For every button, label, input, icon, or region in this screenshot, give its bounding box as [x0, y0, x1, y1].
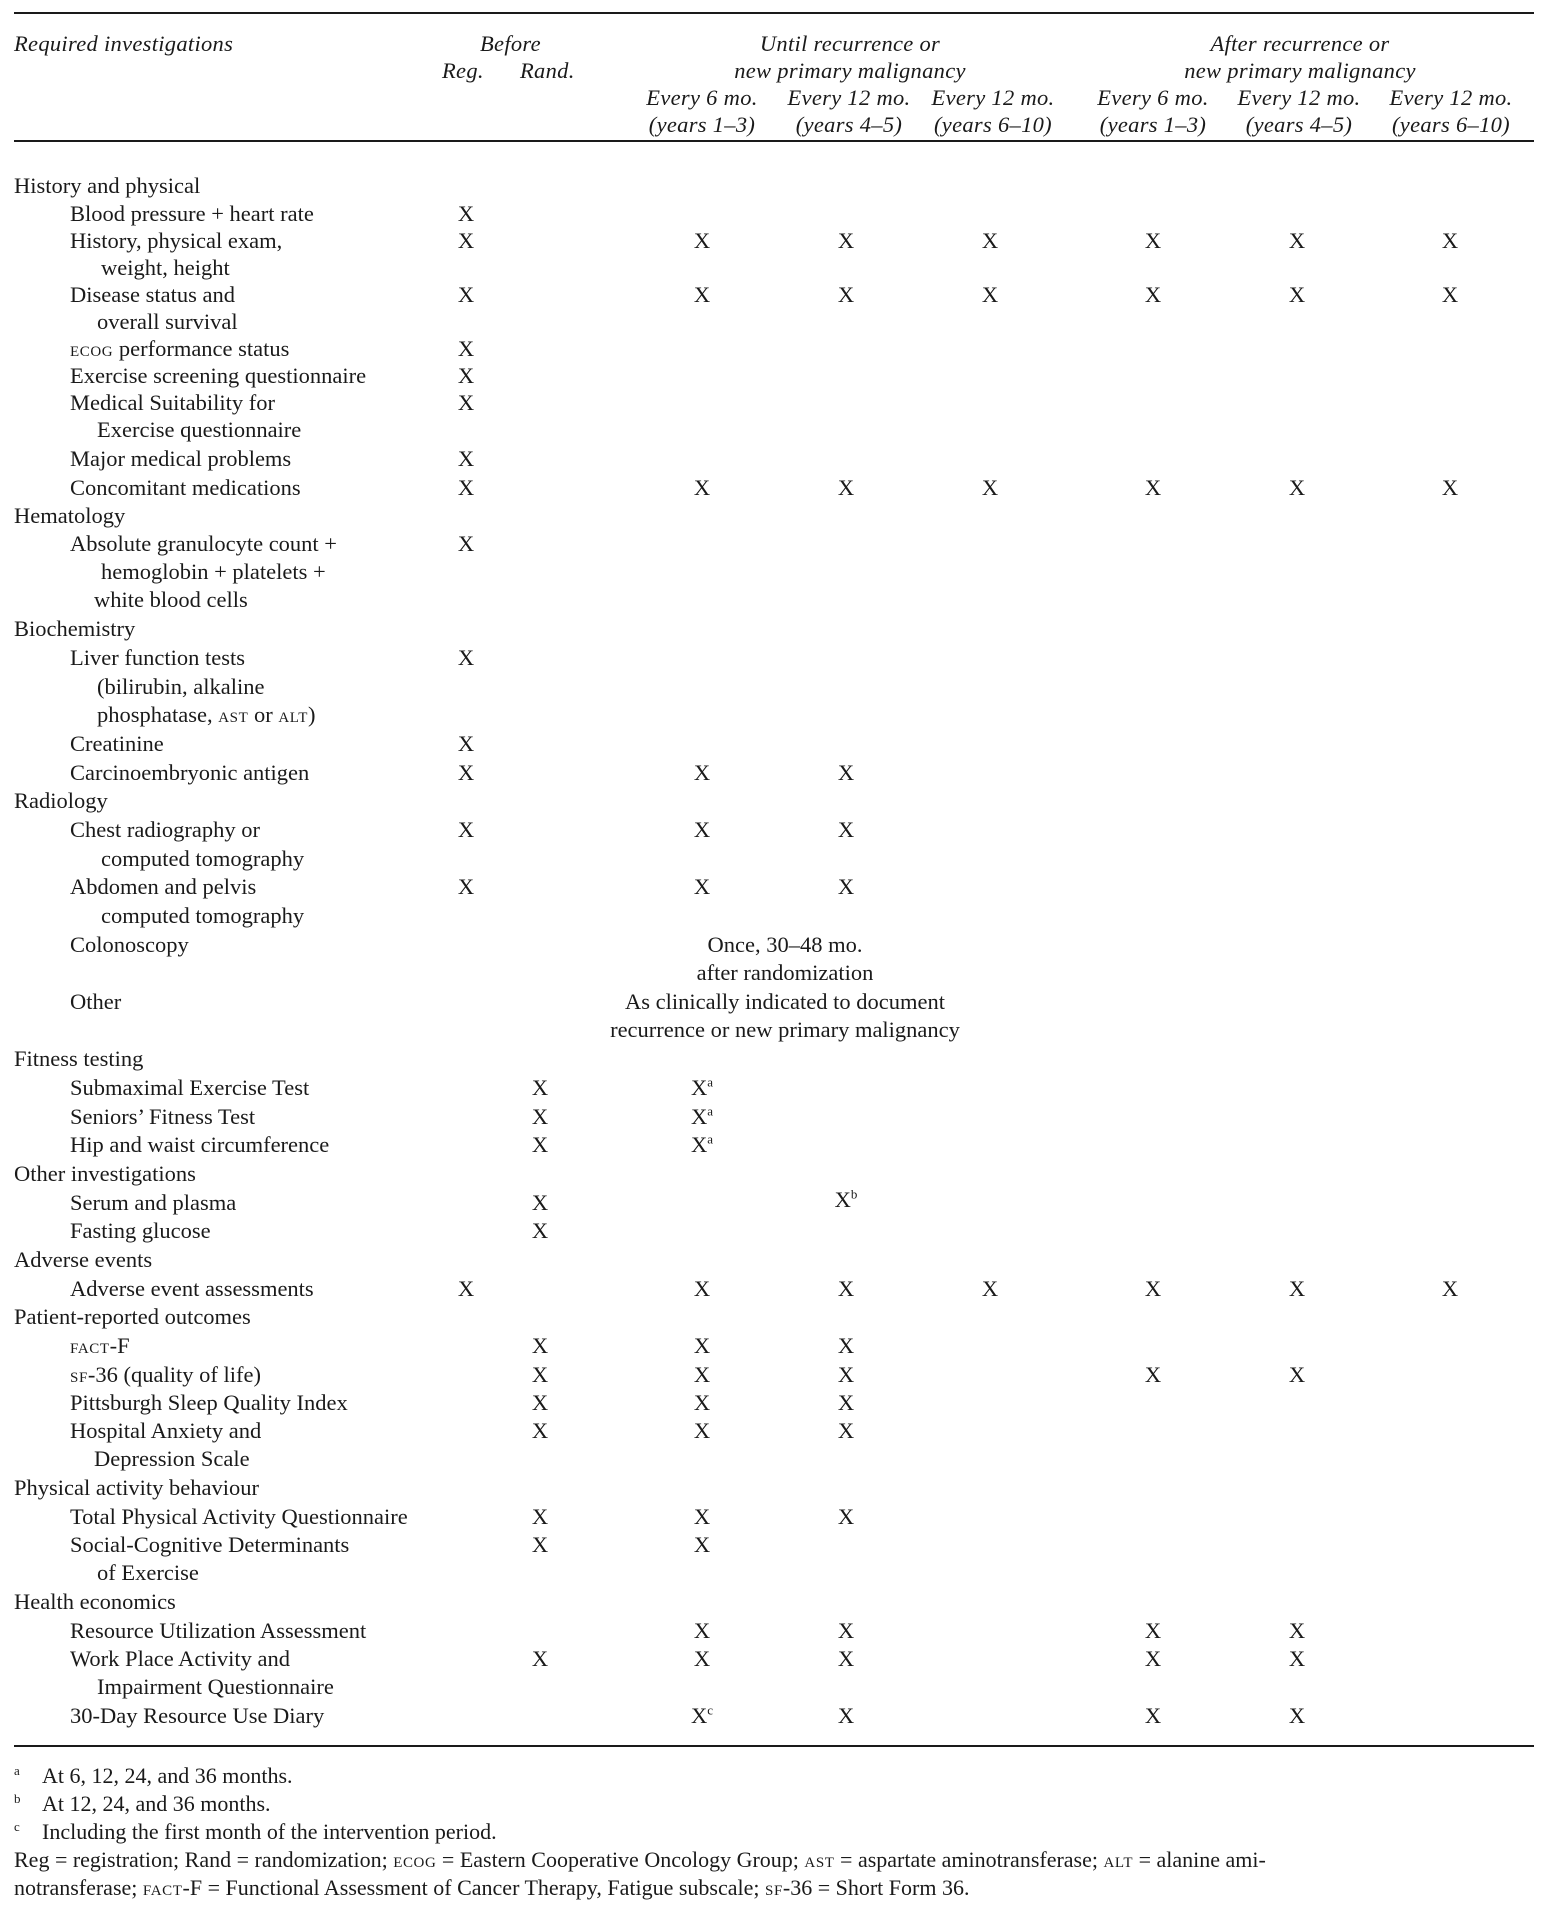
mark-concomitant-a3: X	[1441, 475, 1459, 500]
abbr-text: = aspartate aminotransferase;	[834, 1847, 1104, 1872]
mark-abd-u1: X	[693, 874, 711, 899]
mark-fact-u1: X	[693, 1333, 711, 1358]
mark-serum-u2	[816, 1186, 876, 1214]
row-other-label: Other	[70, 989, 122, 1014]
footnote-a-ref: a	[707, 1103, 714, 1119]
header-bottom-rule	[14, 140, 1534, 142]
row-chest-label-1: Chest radiography or	[70, 817, 260, 842]
section-hematology: Hematology	[14, 503, 126, 528]
mark-x: X	[690, 1075, 708, 1100]
footnote-a-ref: a	[707, 1131, 714, 1147]
mark-hpe-a2: X	[1288, 228, 1306, 253]
mark-concomitant-a2: X	[1288, 475, 1306, 500]
mark-sf36-u2: X	[837, 1362, 855, 1387]
mark-hip-u1	[672, 1131, 732, 1159]
lft-3b: or	[248, 702, 279, 727]
colonoscopy-note-2: after randomization	[696, 960, 874, 985]
row-medsuit-label-2: Exercise questionnaire	[97, 417, 302, 442]
footnote-a: a At 6, 12, 24, and 36 months.	[14, 1762, 293, 1788]
header-sub-1-freq: Every 6 mo.	[646, 85, 758, 110]
header-sub-3-years: (years 6–10)	[934, 112, 1052, 137]
mark-x: X	[690, 1104, 708, 1129]
row-sf36-label	[70, 1361, 261, 1392]
abbr-sf: SF	[765, 1883, 783, 1899]
header-sub-4-years: (years 1–3)	[1099, 112, 1207, 137]
row-diary-label: 30-Day Resource Use Diary	[70, 1703, 325, 1728]
mark-wpai-u1: X	[693, 1646, 711, 1671]
row-submax-label: Submaximal Exercise Test	[70, 1075, 310, 1100]
mark-disease-reg: X	[457, 282, 475, 307]
footnote-c-ref: c	[707, 1702, 714, 1718]
row-agc-label-1: Absolute granulocyte count +	[70, 531, 338, 556]
mark-ae-u1: X	[693, 1276, 711, 1301]
row-medsuit-label-1: Medical Suitability for	[70, 390, 275, 415]
header-sub-4-freq: Every 6 mo.	[1097, 85, 1209, 110]
row-seniors-label: Seniors’ Fitness Test	[70, 1104, 256, 1129]
row-hpe-label-2: weight, height	[101, 255, 230, 280]
footnote-a-ref: a	[707, 1074, 714, 1090]
mark-creatinine-reg: X	[457, 731, 475, 756]
row-lft-label-3	[97, 701, 315, 732]
row-cea-label: Carcinoembryonic antigen	[70, 760, 310, 785]
mark-abd-reg: X	[457, 874, 475, 899]
other-note-2: recurrence or new primary malignancy	[610, 1017, 960, 1042]
mark-seniors-u1	[672, 1103, 732, 1131]
mark-rua-u1: X	[693, 1618, 711, 1643]
header-sub-6-years: (years 6–10)	[1392, 112, 1510, 137]
abbr-text: = Eastern Cooperative Oncology Group;	[436, 1847, 805, 1872]
row-disease-label-1: Disease status and	[70, 282, 235, 307]
mark-submax-u1	[672, 1074, 732, 1102]
mark-diary-a1: X	[1144, 1703, 1162, 1728]
mark-lft-reg: X	[457, 645, 475, 670]
mark-scde-u1: X	[693, 1532, 711, 1557]
footnote-a-text: At 6, 12, 24, and 36 months.	[42, 1763, 293, 1788]
mark-sf36-rand: X	[531, 1362, 549, 1387]
mark-hip-rand: X	[531, 1132, 549, 1157]
mark-tpaq-rand: X	[531, 1504, 549, 1529]
header-sub-1-years: (years 1–3)	[648, 112, 756, 137]
row-colonoscopy-label: Colonoscopy	[70, 932, 189, 957]
mark-cea-u2: X	[837, 760, 855, 785]
abbr-text: -36 = Short Form 36.	[782, 1875, 970, 1900]
row-hip-label: Hip and waist circumference	[70, 1132, 330, 1157]
lft-3a: phosphatase,	[97, 702, 219, 727]
mark-disease-a2: X	[1288, 282, 1306, 307]
footnote-abbreviations-line1	[14, 1846, 1266, 1877]
row-rua-label: Resource Utilization Assessment	[70, 1618, 367, 1643]
section-radiology: Radiology	[14, 788, 108, 813]
colonoscopy-note-1: Once, 30–48 mo.	[707, 932, 863, 957]
row-hpe-label-1: History, physical exam,	[70, 228, 283, 253]
lft-alt-abbr: ALT	[278, 710, 308, 726]
footnote-b-text: At 12, 24, and 36 months.	[42, 1791, 271, 1816]
mark-hads-u2: X	[837, 1418, 855, 1443]
mark-ae-a2: X	[1288, 1276, 1306, 1301]
mark-bp-reg: X	[457, 201, 475, 226]
mark-disease-u3: X	[981, 282, 999, 307]
mark-rua-u2: X	[837, 1618, 855, 1643]
row-scde-label-1: Social-Cognitive Determinants	[70, 1532, 350, 1557]
mark-diary-a2: X	[1288, 1703, 1306, 1728]
mark-hpe-u2: X	[837, 228, 855, 253]
footnote-b: b At 12, 24, and 36 months.	[14, 1790, 271, 1816]
mark-scde-rand: X	[531, 1532, 549, 1557]
mark-x: X	[690, 1703, 708, 1728]
mark-ae-a3: X	[1441, 1276, 1459, 1301]
mark-ae-reg: X	[457, 1276, 475, 1301]
header-sub-5-freq: Every 12 mo.	[1237, 85, 1361, 110]
header-rand: Rand.	[520, 58, 575, 83]
mark-hads-u1: X	[693, 1418, 711, 1443]
abbr-text: Reg = registration; Rand = randomization;	[14, 1847, 394, 1872]
row-hads-label-2: Depression Scale	[94, 1446, 250, 1471]
mark-sf36-u1: X	[693, 1362, 711, 1387]
mark-x: X	[834, 1187, 851, 1212]
row-agc-label-3: white blood cells	[94, 587, 248, 612]
mark-exercise-screen-reg: X	[457, 363, 475, 388]
mark-abd-u2: X	[837, 874, 855, 899]
row-fact-label	[70, 1332, 130, 1363]
section-biochemistry: Biochemistry	[14, 616, 136, 641]
abbr-alt: ALT	[1103, 1855, 1134, 1871]
mark-concomitant-a1: X	[1144, 475, 1162, 500]
mark-medsuit-reg: X	[457, 390, 475, 415]
mark-wpai-a1: X	[1144, 1646, 1162, 1671]
table-top-rule	[14, 12, 1534, 14]
section-adverse-events: Adverse events	[14, 1247, 153, 1272]
mark-cea-reg: X	[457, 760, 475, 785]
row-tpaq-label: Total Physical Activity Questionnaire	[70, 1504, 408, 1529]
row-agc-label-2: hemoglobin + platelets +	[101, 559, 326, 584]
row-exercise-screen-label: Exercise screening questionnaire	[70, 363, 367, 388]
row-hads-label-1: Hospital Anxiety and	[70, 1418, 262, 1443]
mark-x: X	[690, 1132, 708, 1157]
row-serum-label: Serum and plasma	[70, 1190, 237, 1215]
mark-submax-rand: X	[531, 1075, 549, 1100]
mark-wpai-rand: X	[531, 1646, 549, 1671]
section-other-investigations: Other investigations	[14, 1161, 196, 1186]
abbr-text: = alanine ami-	[1133, 1847, 1266, 1872]
mark-major-med-reg: X	[457, 446, 475, 471]
mark-concomitant-u3: X	[981, 475, 999, 500]
header-before: Before	[480, 31, 541, 56]
row-ae-label: Adverse event assessments	[70, 1276, 314, 1301]
footnote-c: c Including the first month of the intervention period.	[14, 1818, 497, 1844]
mark-disease-a1: X	[1144, 282, 1162, 307]
ecog-rest: performance status	[113, 336, 290, 361]
row-creatinine-label: Creatinine	[70, 731, 164, 756]
mark-tpaq-u2: X	[837, 1504, 855, 1529]
header-reg: Reg.	[442, 58, 484, 83]
mark-ae-u2: X	[837, 1276, 855, 1301]
row-psqi-label: Pittsburgh Sleep Quality Index	[70, 1390, 348, 1415]
mark-seniors-rand: X	[531, 1104, 549, 1129]
abbr-fact: FACT	[142, 1883, 183, 1899]
mark-agc-reg: X	[457, 531, 475, 556]
mark-sf36-a2: X	[1288, 1362, 1306, 1387]
header-sub-3-freq: Every 12 mo.	[931, 85, 1055, 110]
section-health-economics: Health economics	[14, 1589, 176, 1614]
mark-disease-a3: X	[1441, 282, 1459, 307]
mark-serum-rand: X	[531, 1190, 549, 1215]
mark-diary-u1	[672, 1702, 732, 1730]
section-pro: Patient-reported outcomes	[14, 1304, 251, 1329]
header-after-line1: After recurrence or	[1210, 31, 1390, 56]
ecog-abbr: ECOG	[70, 344, 114, 360]
row-abd-label-2: computed tomography	[101, 903, 305, 928]
mark-hpe-reg: X	[457, 228, 475, 253]
mark-tpaq-u1: X	[693, 1504, 711, 1529]
header-sub-2-years: (years 4–5)	[795, 112, 903, 137]
mark-diary-u2: X	[837, 1703, 855, 1728]
sf-abbr: SF	[70, 1370, 88, 1386]
row-glucose-label: Fasting glucose	[70, 1218, 211, 1243]
header-until-line2: new primary malignancy	[734, 58, 966, 83]
mark-psqi-u2: X	[837, 1390, 855, 1415]
abbr-text: -F = Functional Assessment of Cancer Therapy, Fatigue subscale;	[182, 1875, 765, 1900]
footnote-c-text: Including the first month of the intervention period.	[42, 1819, 497, 1844]
mark-fact-u2: X	[837, 1333, 855, 1358]
sf-rest: -36 (quality of life)	[87, 1362, 261, 1387]
mark-chest-u1: X	[693, 817, 711, 842]
lft-3c: )	[307, 702, 316, 727]
lft-ast-abbr: AST	[218, 710, 249, 726]
row-wpai-label-2: Impairment Questionnaire	[97, 1674, 334, 1699]
row-wpai-label-1: Work Place Activity and	[70, 1646, 291, 1671]
mark-hpe-a1: X	[1144, 228, 1162, 253]
section-pab: Physical activity behaviour	[14, 1475, 259, 1500]
mark-wpai-a2: X	[1288, 1646, 1306, 1671]
row-chest-label-2: computed tomography	[101, 846, 305, 871]
mark-disease-u1: X	[693, 282, 711, 307]
header-sub-2-freq: Every 12 mo.	[787, 85, 911, 110]
row-lft-label-1: Liver function tests	[70, 645, 245, 670]
row-lft-label-2: (bilirubin, alkaline	[97, 674, 265, 699]
mark-disease-u2: X	[837, 282, 855, 307]
mark-chest-u2: X	[837, 817, 855, 842]
section-fitness: Fitness testing	[14, 1046, 144, 1071]
row-major-med-label: Major medical problems	[70, 446, 292, 471]
row-concomitant-label: Concomitant medications	[70, 475, 301, 500]
mark-ae-u3: X	[981, 1276, 999, 1301]
footnote-b-ref: b	[850, 1186, 858, 1202]
mark-fact-rand: X	[531, 1333, 549, 1358]
row-scde-label-2: of Exercise	[97, 1560, 199, 1585]
header-until-line1: Until recurrence or	[759, 31, 941, 56]
footnote-abbreviations-line2	[14, 1874, 969, 1905]
mark-hpe-u1: X	[693, 228, 711, 253]
section-history-physical: History and physical	[14, 173, 201, 198]
row-abd-label-1: Abdomen and pelvis	[70, 874, 257, 899]
header-after-line2: new primary malignancy	[1184, 58, 1416, 83]
mark-psqi-rand: X	[531, 1390, 549, 1415]
mark-wpai-u2: X	[837, 1646, 855, 1671]
mark-psqi-u1: X	[693, 1390, 711, 1415]
fact-abbr: FACT	[70, 1341, 110, 1357]
abbr-ecog: ECOG	[393, 1855, 437, 1871]
mark-sf36-a1: X	[1144, 1362, 1162, 1387]
mark-hads-rand: X	[531, 1418, 549, 1443]
mark-rua-a1: X	[1144, 1618, 1162, 1643]
mark-concomitant-u1: X	[693, 475, 711, 500]
mark-rua-a2: X	[1288, 1618, 1306, 1643]
mark-concomitant-reg: X	[457, 475, 475, 500]
abbr-ast: AST	[804, 1855, 835, 1871]
header-required-investigations: Required investigations	[14, 31, 234, 56]
mark-hpe-a3: X	[1441, 228, 1459, 253]
row-disease-label-2: overall survival	[97, 309, 238, 334]
mark-cea-u1: X	[693, 760, 711, 785]
mark-chest-reg: X	[457, 817, 475, 842]
mark-ae-a1: X	[1144, 1276, 1162, 1301]
row-bp-label: Blood pressure + heart rate	[70, 201, 314, 226]
mark-concomitant-u2: X	[837, 475, 855, 500]
header-sub-5-years: (years 4–5)	[1245, 112, 1353, 137]
abbr-text: notransferase;	[14, 1875, 143, 1900]
mark-ecog-reg: X	[457, 336, 475, 361]
mark-hpe-u3: X	[981, 228, 999, 253]
mark-glucose-rand: X	[531, 1218, 549, 1243]
table-bottom-rule	[14, 1745, 1534, 1747]
other-note-1: As clinically indicated to document	[625, 989, 945, 1014]
header-sub-6-freq: Every 12 mo.	[1389, 85, 1513, 110]
fact-rest: -F	[109, 1333, 130, 1358]
